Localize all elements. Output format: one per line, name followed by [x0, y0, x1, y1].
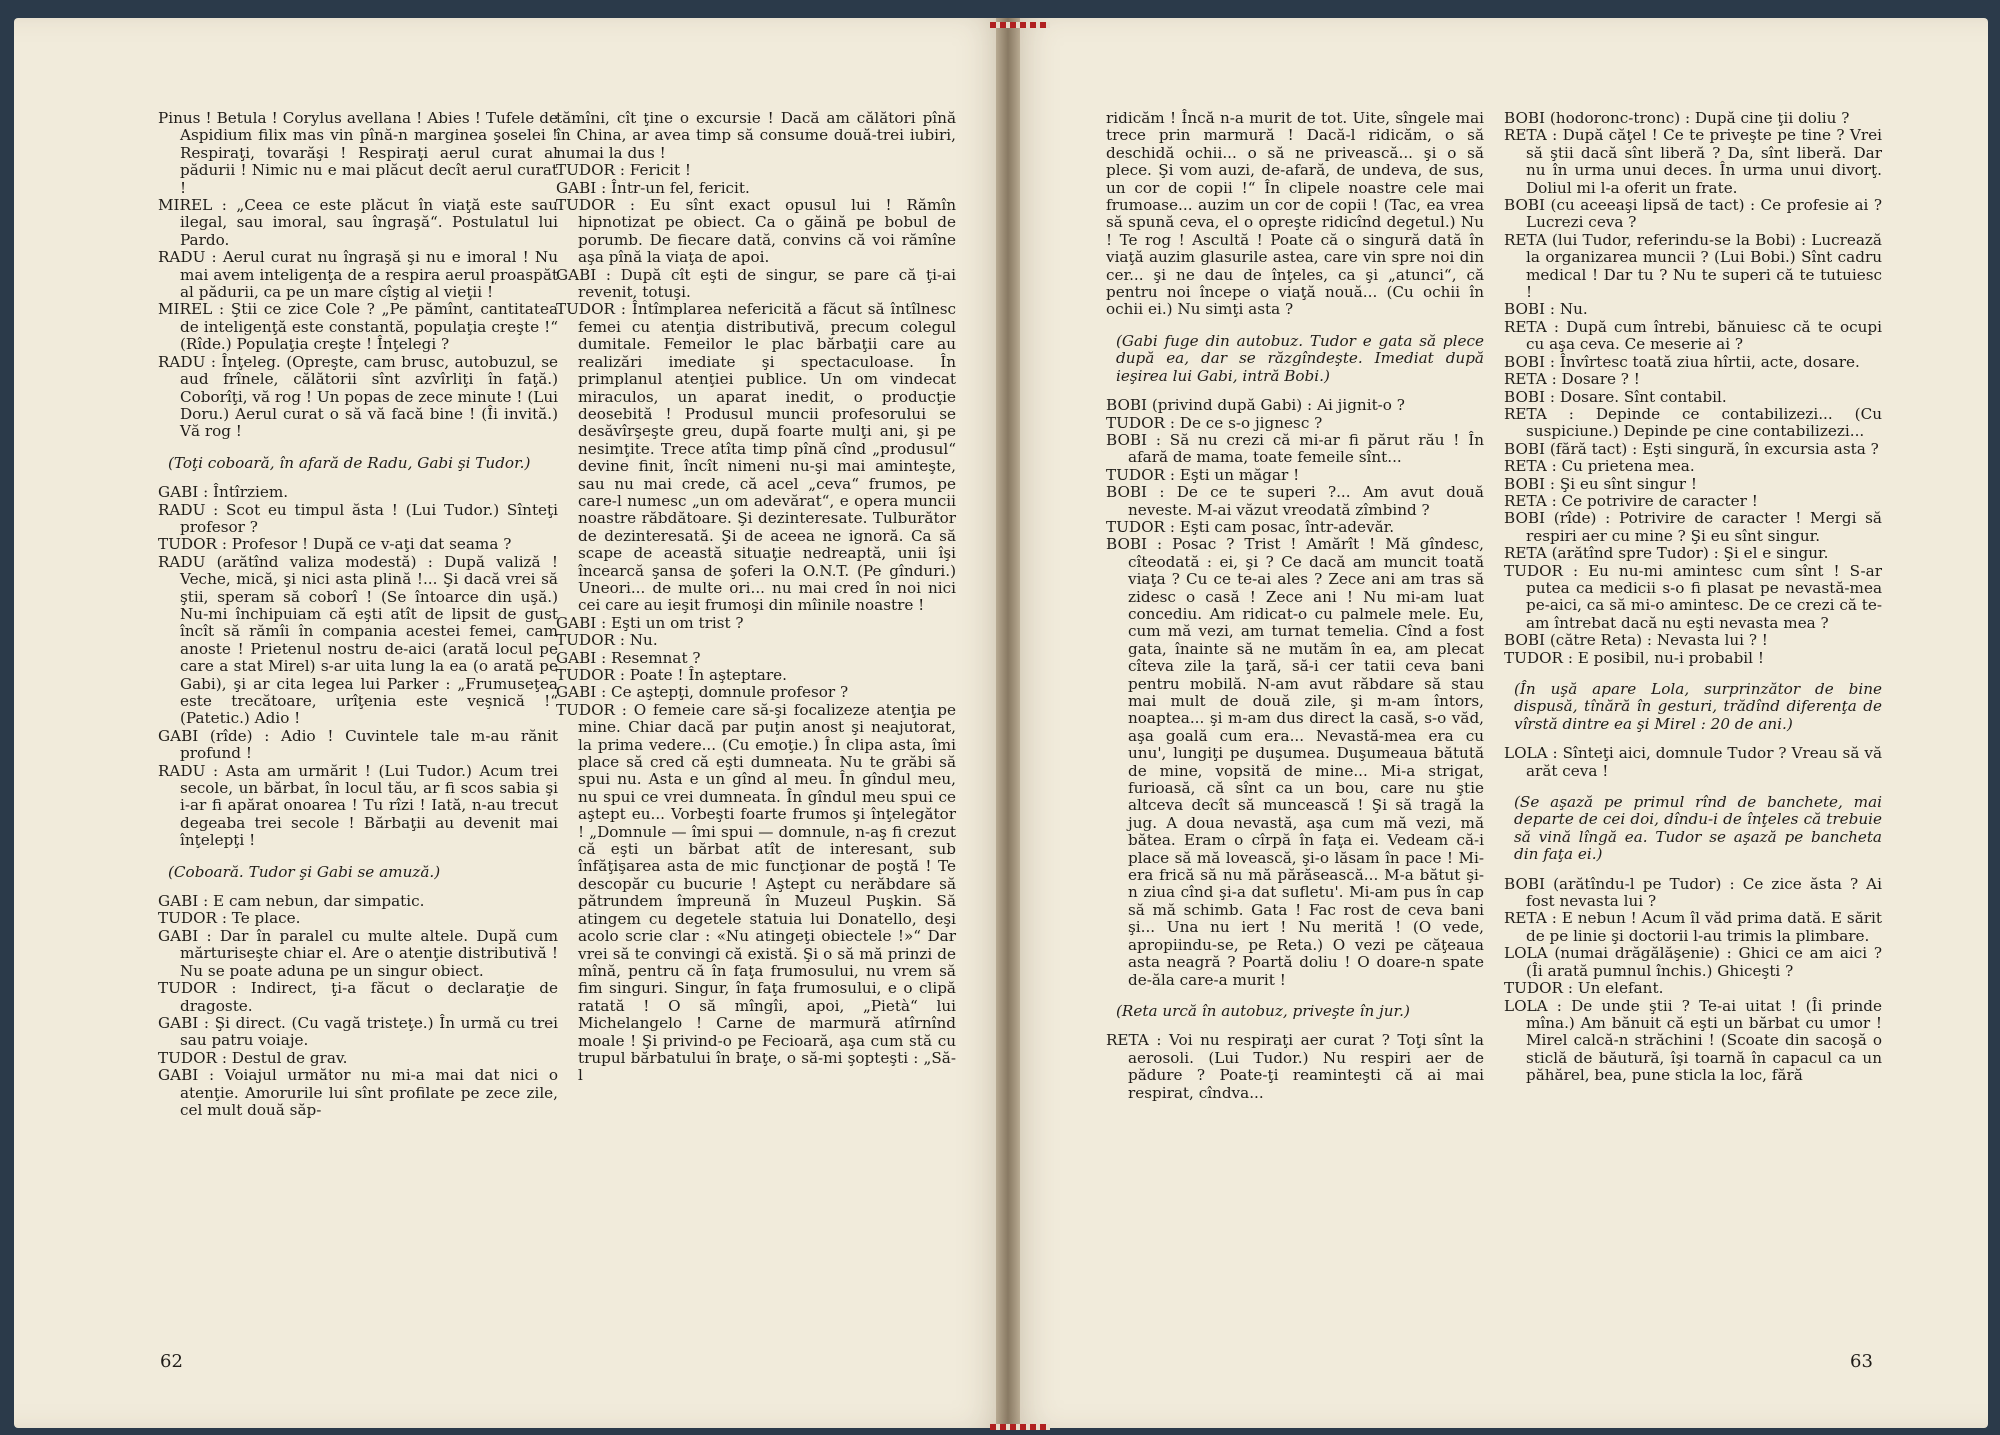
- stage-direction: (Se aşază pe primul rînd de banchete, mai departe de cei doi, dîndu-i de înţeles că trebuie să vină lîngă ea. Tudor se aşază pe bancheta din faţa ei.): [1514, 793, 1882, 864]
- dialogue-paragraph: LOLA : Sînteţi aici, domnule Tudor ? Vreau să vă arăt ceva !: [1504, 744, 1882, 780]
- dialogue-paragraph: LOLA : De unde ştii ? Te-ai uitat ! (Îi prinde mîna.) Am bănuit că eşti un bărbat cu umor ! Mirel calcă-n străchini ! (Scoate din sacoşă o sticlă de băutură, îşi toarnă în capacul ca un păhărel, bea, pune sticla la loc, fără: [1504, 996, 1882, 1085]
- spine-ribbon-bottom: [990, 1424, 1050, 1430]
- dialogue-paragraph: BOBI (rîde) : Potrivire de caracter ! Mergi să respiri aer cu mine ? Şi eu sînt singur.: [1504, 509, 1882, 545]
- dialogue-paragraph: BOBI (cu aceeaşi lipsă de tact) : Ce profesie ai ? Lucrezi ceva ?: [1504, 196, 1882, 232]
- dialogue-paragraph: RETA : Cu prietena mea.: [1504, 457, 1695, 476]
- dialogue-paragraph: MIREL : „Ceea ce este plăcut în viaţă este sau ilegal, sau imoral, sau îngraşă“. Postulatul lui Pardo.: [158, 196, 558, 249]
- column-4: [1504, 110, 1882, 1085]
- column-1: [158, 110, 558, 1119]
- dialogue-paragraph: BOBI (privind după Gabi) : Ai jignit-o ?: [1106, 396, 1405, 415]
- dialogue-paragraph: BOBI : De ce te superi ?... Am avut două neveste. M-ai văzut vreodată zîmbind ?: [1106, 483, 1484, 519]
- dialogue-paragraph: BOBI : Să nu crezi că mi-ar fi părut rău ! În afară de mama, toate femeile sînt...: [1106, 430, 1484, 467]
- dialogue-paragraph: RADU : Aerul curat nu îngraşă şi nu e imoral ! Nu mai avem inteligenţa de a respira aerul proaspăt al pădurii, ca pe un mare cîştig al vieţii !: [158, 248, 558, 302]
- dialogue-paragraph: RETA (lui Tudor, referindu-se la Bobi) : Lucrează la organizarea muncii ? (Lui Bobi.) Sînt cadru medical ! Dar tu ? Nu te superi că te tutuiesc !: [1504, 230, 1882, 302]
- dialogue-paragraph: tămîni, cît ţine o excursie ! Dacă am călători pînă în China, ar avea timp să consume două-trei iubiri, numai la dus !: [556, 109, 956, 162]
- dialogue-paragraph: RETA : Depinde ce contabilizezi... (Cu suspiciune.) Depinde pe cine contabilizezi...: [1504, 404, 1882, 441]
- dialogue-paragraph: GABI : Ce aştepţi, domnule profesor ?: [556, 683, 849, 702]
- dialogue-paragraph: RETA : Dosare ? !: [1504, 370, 1640, 389]
- dialogue-paragraph: TUDOR : Destul de grav.: [158, 1048, 348, 1067]
- column-3: [1106, 110, 1484, 1102]
- book-gutter: [996, 18, 1020, 1428]
- dialogue-paragraph: TUDOR : Un elefant.: [1504, 979, 1664, 998]
- dialogue-paragraph: RETA : E nebun ! Acum îl văd prima dată. E sărit de pe linie şi doctorii l-au trimis la plimbare.: [1504, 909, 1882, 945]
- left-page: [14, 18, 1008, 1428]
- dialogue-paragraph: TUDOR : Fericit !: [556, 161, 691, 180]
- dialogue-paragraph: BOBI (hodoronc-tronc) : După cine ţii doliu ?: [1504, 109, 1850, 127]
- dialogue-paragraph: TUDOR : Indirect, ţi-a făcut o declaraţie de dragoste.: [158, 979, 558, 1015]
- page-number-right: 63: [1850, 1351, 1873, 1372]
- dialogue-paragraph: TUDOR : Nu.: [556, 631, 658, 650]
- dialogue-paragraph: Pinus ! Betula ! Corylus avellana ! Abies ! Tufele de Aspidium filix mas vin pînă-n marginea şoselei ! Respiraţi, tovarăşi ! Respiraţi aerul curat al pădurii ! Nimic nu e mai plăcut decît aerul curat !: [158, 109, 558, 197]
- dialogue-paragraph: TUDOR : Eu nu-mi amintesc cum sînt ! S-ar putea ca medicii s-o fi plasat pe nevastă-mea pe-aici, ca să mi-o amintesc. De ce crezi că te-am întrebat dacă nu eşti nevasta mea ?: [1504, 561, 1882, 632]
- column-2: [556, 110, 956, 1085]
- dialogue-paragraph: BOBI : Învîrtesc toată ziua hîrtii, acte, dosare.: [1504, 352, 1860, 371]
- dialogue-paragraph: GABI : Eşti un om trist ?: [556, 613, 744, 632]
- dialogue-paragraph: GABI : Dar în paralel cu multe altele. După cum mărturiseşte chiar el. Are o atenţie distributivă ! Nu se poate aduna pe un singur obiect.: [158, 926, 558, 980]
- dialogue-paragraph: TUDOR : Eu sînt exact opusul lui ! Rămîn hipnotizat pe obiect. Ca o găină pe bobul de porumb. De fiecare dată, convins că voi rămîne aşa pînă la viaţa de apoi.: [556, 196, 956, 267]
- dialogue-paragraph: GABI : Într-un fel, fericit.: [556, 178, 750, 197]
- dialogue-paragraph: BOBI (fără tact) : Eşti singură, în excursia asta ?: [1504, 439, 1879, 458]
- dialogue-paragraph: ridicăm ! Încă n-a murit de tot. Uite, sîngele mai trece prin marmură ! Dacă-l ridicăm, o să deschidă ochii... o să ne privească... şi o să plece. Şi vom auzi, de-afară, de undeva, de sus, un cor de copii !“ În clipele noastre cele mai frumoase... auzim un cor de copii ! (Tac, ea vrea să spună ceva, el o opreşte ridicînd degetul.) Nu ! Te rog ! Ascultă ! Poate că o singură dată în viaţă auzim glasurile astea, care vin spre noi din cer... şi ne dau de înţeles, ca şi „atunci“, că pentru noi începe o viaţă nouă... (Cu ochii în ochii ei.) Nu simţi asta ?: [1106, 109, 1484, 319]
- dialogue-paragraph: BOBI : Dosare. Sînt contabil.: [1504, 387, 1727, 406]
- stage-direction: (În uşă apare Lola, surprinzător de bine dispusă, tînără în gesturi, trădînd diferenţa de vîrstă dintre ea şi Mirel : 20 de ani.): [1514, 680, 1882, 733]
- dialogue-paragraph: MIREL : Ştii ce zice Cole ? „Pe pămînt, cantitatea de inteligenţă este constantă, populaţia creşte !“ (Rîde.) Populaţia creşte ! Înţelegi ?: [158, 300, 558, 354]
- dialogue-paragraph: BOBI (către Reta) : Nevasta lui ? !: [1504, 631, 1768, 650]
- spine-ribbon-top: [990, 22, 1050, 28]
- dialogue-paragraph: BOBI : Posac ? Trist ! Amărît ! Mă gîndesc, cîteodată : ei, şi ? Ce dacă am muncit toată viaţa ? Cu ce te-ai ales ? Zece ani am tras să zidesc o casă ! Zece ani ! Nu mi-am luat concediu. Am ridicat-o cu palmele mele. Eu, cum mă vezi, am turnat temelia. Cînd a fost gata, înainte să ne mutăm în ea, am plecat cîteva zile la ţară, să-i cer tatii ceva bani pentru mobilă. N-am avut răbdare să stau mai mult de două zile, şi m-am întors, noaptea... şi m-am dus direct la casă, s-o văd, aşa goală cum era... Nevastă-mea era cu unu', lungiţi pe duşumea. Duşumeaua bătută de mine, vopsită de mine... Mi-a strigat, furioasă, că sînt ca un bou, care nu ştie altceva decît să muncească ! Şi să tragă la jug. A doua nevastă, aşa cum mă vezi, mă bătea. Eram o cîrpă în faţa ei. Vedeam că-i place să mă lovească, şi-o lăsam în pace ! Mi-era frică să nu mă părăsească... M-a bătut şi-n ziua cînd şi-a dat sufletu'. Mi-am pus în cap să mă schimb. Gata ! Fac rost de ceva bani şi... Una nu iert ! Nu merită ! (O vede, apropiindu-se, pe Reta.) O vezi pe căţeaua asta neagră ? Poartă doliu ! O doare-n spate de-ăla care-a murit !: [1106, 535, 1484, 989]
- stage-direction: (Toţi coboară, în afară de Radu, Gabi şi Tudor.): [168, 453, 531, 472]
- stage-direction: (Coboară. Tudor şi Gabi se amuză.): [168, 862, 441, 881]
- dialogue-paragraph: GABI : Şi direct. (Cu vagă tristeţe.) În urmă cu trei sau patru voiaje.: [158, 1013, 558, 1050]
- dialogue-paragraph: RETA : Voi nu respiraţi aer curat ? Toţi sînt la aerosoli. (Lui Tudor.) Nu respiri aer de pădure ? Poate-ţi reaminteşti că ai mai respirat, cîndva...: [1106, 1031, 1484, 1102]
- dialogue-paragraph: GABI : După cît eşti de singur, se pare că ţi-ai revenit, totuşi.: [556, 265, 956, 302]
- dialogue-paragraph: RADU : Înţeleg. (Opreşte, cam brusc, autobuzul, se aud frînele, călătorii sînt azvîrliţi în faţă.) Coborîţi, vă rog ! Un popas de zece minute ! (Lui Doru.) Aerul curat o să vă facă bine ! (Îi invită.) Vă rog !: [158, 352, 558, 441]
- dialogue-paragraph: BOBI (arătîndu-l pe Tudor) : Ce zice ăsta ? Ai fost nevasta lui ?: [1504, 874, 1882, 911]
- dialogue-paragraph: GABI : Întîrziem.: [158, 483, 289, 502]
- dialogue-paragraph: GABI (rîde) : Adio ! Cuvintele tale m-au rănit profund !: [158, 726, 558, 763]
- dialogue-paragraph: RETA : După căţel ! Ce te priveşte pe tine ? Vrei să ştii dacă sînt liberă ? Da, sînt liberă. Dar nu în urma unui deces. În urma unui divorţ. Doliul mi l-a oferit un frate.: [1504, 126, 1882, 197]
- stage-direction: (Gabi fuge din autobuz. Tudor e gata să plece după ea, dar se răzgîndeşte. Imediat după ieşirea lui Gabi, intră Bobi.): [1116, 331, 1484, 385]
- dialogue-paragraph: RETA : După cum întrebi, bănuiesc că te ocupi cu aşa ceva. Ce meserie ai ?: [1504, 317, 1882, 354]
- dialogue-paragraph: TUDOR : Te place.: [158, 909, 301, 928]
- dialogue-paragraph: TUDOR : Eşti un măgar !: [1106, 465, 1300, 484]
- dialogue-paragraph: RADU : Scot eu timpul ăsta ! (Lui Tudor.) Sînteţi profesor ?: [158, 500, 558, 536]
- dialogue-paragraph: RADU : Asta am urmărit ! (Lui Tudor.) Acum trei secole, un bărbat, în locul tău, ar fi scos sabia şi i-ar fi apărat onoarea ! Tu rîzi ! Iată, n-au trecut degeaba trei secole ! Bărbaţii au devenit mai înţelepţi !: [158, 761, 558, 850]
- dialogue-paragraph: TUDOR : Eşti cam posac, într-adevăr.: [1106, 517, 1395, 536]
- dialogue-paragraph: RETA (arătînd spre Tudor) : Şi el e singur.: [1504, 544, 1829, 563]
- dialogue-paragraph: GABI : E cam nebun, dar simpatic.: [158, 892, 425, 911]
- page-number-left: 62: [160, 1351, 183, 1372]
- dialogue-paragraph: TUDOR : O femeie care să-şi focalizeze atenţia pe mine. Chiar dacă par puţin anost şi neajutorat, la prima vedere... (Cu emoţie.) În clipa asta, îmi place să cred că eşti dumneata. Nu te grăbi să spui nu. Asta e un gînd al meu. În gîndul meu, nu spui ce vrei dumneata. În gîndul meu spui ce aştept eu... Vorbeşti foarte frumos şi înţelegător ! „Domnule — îmi spui — domnule, n-aş fi crezut că eşti un bărbat atît de interesant, sub înfăţişarea asta de mic funcţionar de poştă ! Te descopăr cu bucurie ! Aştept cu nerăbdare să pătrundem împreună în Muzeul Puşkin. Să atingem cu degetele statuia lui Donatello, deşi acolo scrie clar : «Nu atingeţi obiectele !»“ Dar vrei să te convingi că există. Şi o să mă prinzi de mînă, pentru că în faţa frumosului, nu vrem să fim singuri. Singur, în faţa frumosului, e o clipă ratată ! O să mîngîi, apoi, „Pietà“ lui Michelangelo ! Carne de marmură atîrnînd moale ! Şi privind-o pe Fecioară, aşa cum stă cu trupul bărbatului în braţe, o să-mi şopteşti : „Să-l: [556, 700, 956, 1085]
- dialogue-paragraph: RETA : Ce potrivire de caracter !: [1504, 491, 1758, 510]
- dialogue-paragraph: TUDOR : Profesor ! După ce v-aţi dat seama ?: [158, 535, 512, 554]
- dialogue-paragraph: GABI : Resemnat ?: [556, 648, 701, 667]
- dialogue-paragraph: TUDOR : Întîmplarea nefericită a făcut să întîlnesc femei cu atenţia distributivă, precum colegul dumitale. Femeilor le plac bărbaţii care au realizări imediate şi spectaculoase. În primplanul atenţiei publice. Un om vindecat miraculos, un aparat inedit, o producţie deosebită ! Produsul muncii profesorului se desăvîrşeşte greu, după foarte mulţi ani, şi pe nesimţite. Trece atîta timp pînă cînd „produsul“ devine finit, încît nimeni nu-şi mai aminteşte, sau nu mai crede, că acel „ceva“ frumos, pe care-l numesc „un om adevărat“, e opera muncii noastre răbdătoare. Şi dezinteresate. Tulburător de dezinteresată. Şi de aceea ne ignoră. Ca să scape de această situaţie nedreaptă, unii îşi încearcă şansa de şoferi la O.N.T. (Pe gînduri.) Uneori... de multe ori... nu mai cred în noi nici cei care au ieşit frumoşi din mîinile noastre !: [556, 300, 956, 615]
- dialogue-paragraph: GABI : Voiajul următor nu mi-a mai dat nici o atenţie. Amorurile lui sînt profilate pe zece zile, cel mult două săp-: [158, 1066, 558, 1119]
- dialogue-paragraph: TUDOR : De ce s-o jignesc ?: [1106, 413, 1323, 432]
- dialogue-paragraph: LOLA (numai drăgălăşenie) : Ghici ce am aici ? (Îi arată pumnul închis.) Ghiceşti ?: [1504, 944, 1882, 980]
- dialogue-paragraph: TUDOR : E posibil, nu-i probabil !: [1504, 648, 1764, 667]
- dialogue-paragraph: TUDOR : Poate ! În aşteptare.: [556, 666, 787, 684]
- dialogue-paragraph: BOBI : Nu.: [1504, 300, 1588, 319]
- stage-direction: (Reta urcă în autobuz, priveşte în jur.): [1116, 1001, 1410, 1020]
- dialogue-paragraph: RADU (arătînd valiza modestă) : După valiză ! Veche, mică, şi nici asta plină !... Şi dacă vrei să ştii, speram să coborî ! (Se întoarce din uşă.) Nu-mi închipuiam că eşti atît de lipsit de gust încît să rămîi în compania acestei femei, cam anoste ! Prietenul nostru de-aici (arată locul pe care a stat Mirel) s-ar uita lung la ea (o arată pe Gabi), şi ar cita legea lui Parker : „Frumuseţea este trecătoare, urîţenia este veşnică !“ (Patetic.) Adio !: [158, 552, 558, 728]
- dialogue-paragraph: BOBI : Şi eu sînt singur !: [1504, 474, 1698, 493]
- right-page: [1008, 18, 1988, 1428]
